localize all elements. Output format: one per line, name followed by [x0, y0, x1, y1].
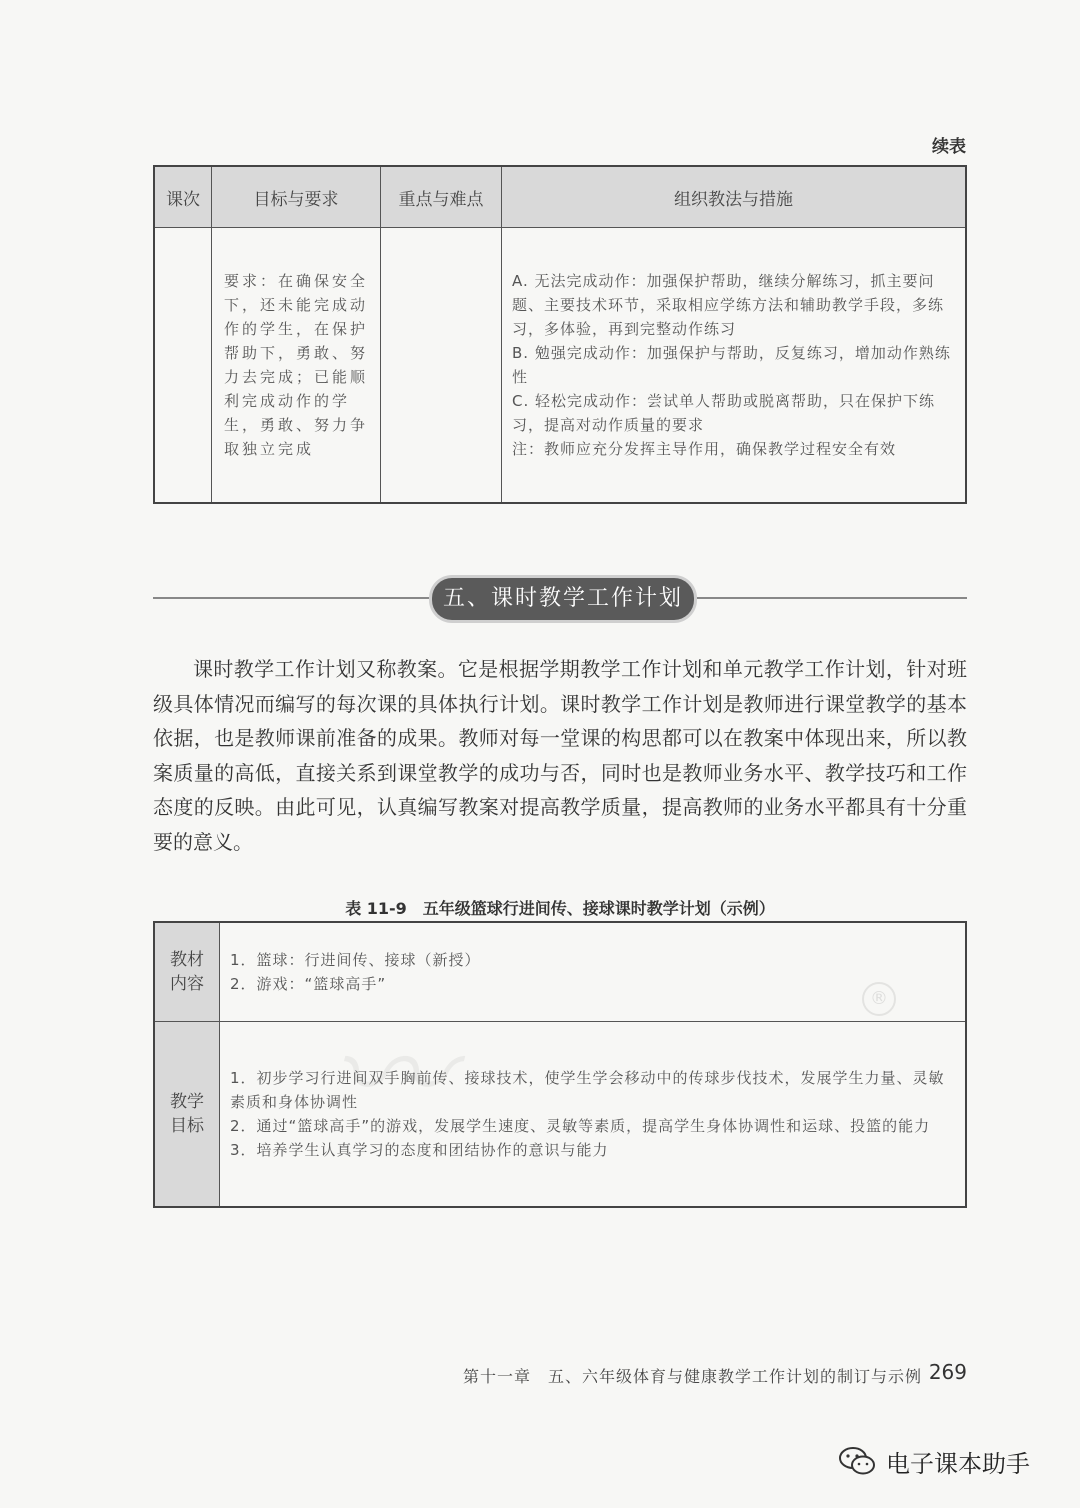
watermark-logo: 〰: [330, 1007, 450, 1146]
continued-label: 续表: [932, 137, 966, 157]
method-item: B. 勉强完成动作：加强保护与帮助，反复练习，增加动作熟练性: [512, 344, 951, 386]
registered-mark: ®: [862, 982, 896, 1016]
key-points-cell: [381, 228, 502, 504]
methods-cell: [502, 228, 967, 504]
table-row: [154, 922, 966, 1022]
table-caption: 表 11-9 五年级篮球行进间传、接球课时教学计划（示例）: [345, 899, 775, 918]
page-number: 269: [928, 1360, 967, 1384]
list-item: 3．培养学生认真学习的态度和团结协作的意识与能力: [230, 1141, 609, 1159]
row-header-content: [154, 922, 220, 1022]
chapter-footer: 第十一章 五、六年级体育与健康教学工作计划的制订与示例: [462, 1367, 922, 1386]
wechat-icon: [838, 1446, 876, 1476]
method-item: C. 轻松完成动作：尝试单人帮助或脱离帮助，只在保护下练习，提高对动作质量的要求: [512, 392, 936, 434]
row-header-goals: [154, 1022, 220, 1208]
account-name: 电子课本助手: [886, 1449, 1030, 1478]
account-watermark: [838, 1444, 1030, 1478]
header-goal: 目标与要求: [212, 166, 381, 228]
list-item: 2．游戏：“篮球高手”: [230, 975, 387, 993]
header-methods: 组织教法与措施: [502, 166, 967, 228]
method-item: A. 无法完成动作：加强保护帮助，继续分解练习，抓主要问题、主要技术环节，采取相应学练方法和辅助教学手段，多练习，多体验，再到完整动作练习: [512, 272, 945, 338]
row-header-line: 内容: [170, 974, 204, 994]
section-title: 五、课时教学工作计划: [432, 578, 694, 620]
method-note: 注：教师应充分发挥主导作用，确保教学过程安全有效: [512, 440, 897, 458]
lesson-plan-table: [153, 921, 967, 1208]
list-item: 1．篮球：行进间传、接球（新授）: [230, 951, 481, 969]
goals-cell: [220, 1022, 967, 1208]
header-lesson: 课次: [154, 166, 212, 228]
body-paragraph: 课时教学工作计划又称教案。它是根据学期教学工作计划和单元教学工作计划，针对班级具体情况而编写的每次课的具体执行计划。课时教学工作计划是教师进行课堂教学的基本依据，也是教师课前准备的成果。教师对每一堂课的构思都可以在教案中体现出来，所以教案质量的高低，直接关系到课堂教学的成功与否，同时也是教师业务水平、教学技巧和工作态度的反映。由此可见，认真编写教案对提高教学质量，提高教师的业务水平都具有十分重要的意义。: [153, 657, 967, 854]
row-header-line: 教材: [170, 950, 204, 970]
content-cell: [220, 922, 967, 1022]
list-item: 1．初步学习行进间双手胸前传、接球技术，使学生学会移动中的传球步伐技术，发展学生力量、灵敏素质和身体协调性: [230, 1069, 945, 1111]
lesson-cell: [154, 228, 212, 504]
table-row: [154, 1022, 966, 1208]
goal-cell: 要求：在确保安全下，还未能完成动作的学生，在保护帮助下，勇敢、努力去完成；已能顺利完成动作的学生，勇敢、努力争取独立完成: [212, 228, 381, 504]
row-header-line: 教学: [170, 1092, 204, 1112]
continued-table: [153, 165, 967, 504]
row-header-line: 目标: [170, 1116, 204, 1136]
list-item: 2．通过“篮球高手”的游戏，发展学生速度、灵敏等素质，提高学生身体协调性和运球、投篮的能力: [230, 1117, 931, 1135]
table-row: [154, 228, 966, 504]
header-key-points: 重点与难点: [381, 166, 502, 228]
